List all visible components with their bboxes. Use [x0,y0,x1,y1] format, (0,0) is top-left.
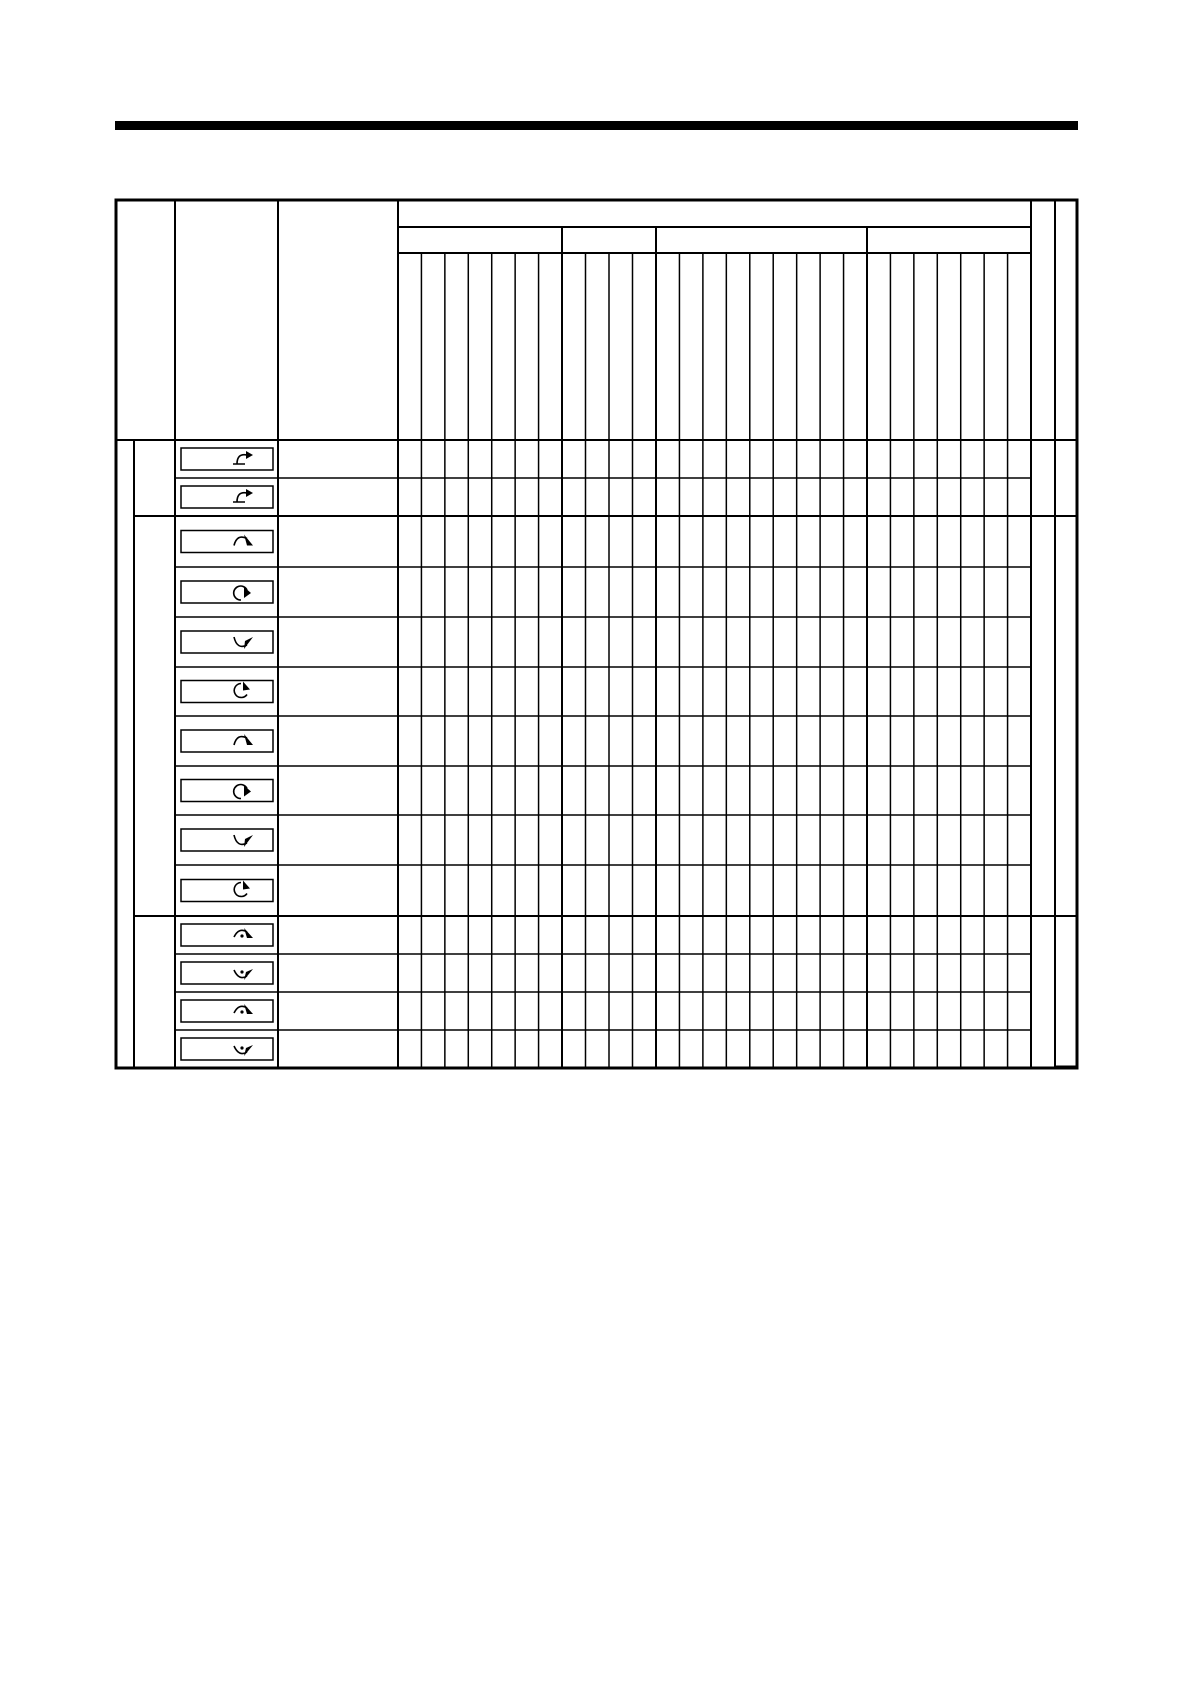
instruction-key-box [181,486,273,508]
instruction-key-box [181,730,273,752]
instruction-key-box [181,448,273,470]
instruction-key-box [181,962,273,984]
instruction-key-box [181,880,273,902]
instruction-key-box [181,829,273,851]
instruction-key-box [181,531,273,553]
instruction-key-box [181,780,273,802]
instruction-key-box [181,581,273,603]
instruction-key-box [181,631,273,653]
instruction-key-box [181,924,273,946]
instruction-key-box [181,681,273,703]
instruction-key-box [181,1000,273,1022]
instruction-key-box [181,1038,273,1060]
